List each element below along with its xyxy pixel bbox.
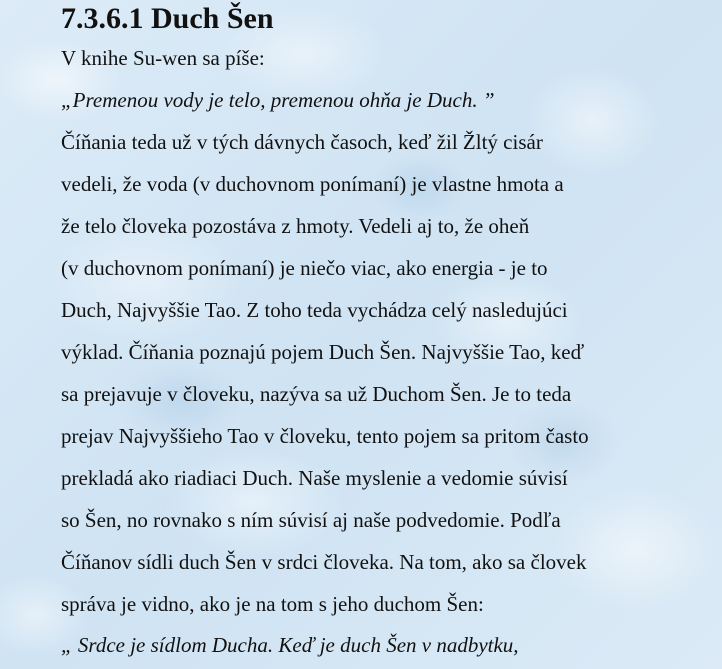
- text-line: vedeli, že voda (v duchovnom ponímaní) je vlastne hmota a: [61, 172, 564, 196]
- text-line: Číňanov sídli duch Šen v srdci človeka. Na tom, ako sa človek: [61, 550, 587, 574]
- text-line: prejav Najvyššieho Tao v človeku, tento pojem sa pritom často: [61, 424, 589, 448]
- section-heading: 7.3.6.1 Duch Šen: [61, 2, 274, 35]
- intro-line: V knihe Su-wen sa píše:: [61, 46, 265, 70]
- closing-quote-line: „ Srdce je sídlom Ducha. Keď je duch Šen v nadbytku,: [61, 633, 519, 657]
- text-line: (v duchovnom ponímaní) je niečo viac, ako energia - je to: [61, 256, 548, 280]
- text-line: sa prejavuje v človeku, nazýva sa už Duchom Šen. Je to teda: [61, 382, 572, 406]
- text-line: výklad. Číňania poznajú pojem Duch Šen. Najvyššie Tao, keď: [61, 340, 585, 364]
- body-text: [61, 128, 589, 632]
- text-line: správa je vidno, ako je na tom s jeho duchom Šen:: [61, 592, 484, 616]
- text-line: so Šen, no rovnako s ním súvisí aj naše podvedomie. Podľa: [61, 508, 561, 532]
- text-line: Číňania teda už v tých dávnych časoch, keď žil Žltý cisár: [61, 130, 543, 154]
- quote-line: „Premenou vody je telo, premenou ohňa je Duch. ”: [61, 88, 495, 112]
- text-line: prekladá ako riadiaci Duch. Naše myslenie a vedomie súvisí: [61, 466, 568, 490]
- text-line: Duch, Najvyššie Tao. Z toho teda vychádza celý nasledujúci: [61, 298, 568, 322]
- text-line: že telo človeka pozostáva z hmoty. Vedeli aj to, že oheň: [61, 214, 530, 238]
